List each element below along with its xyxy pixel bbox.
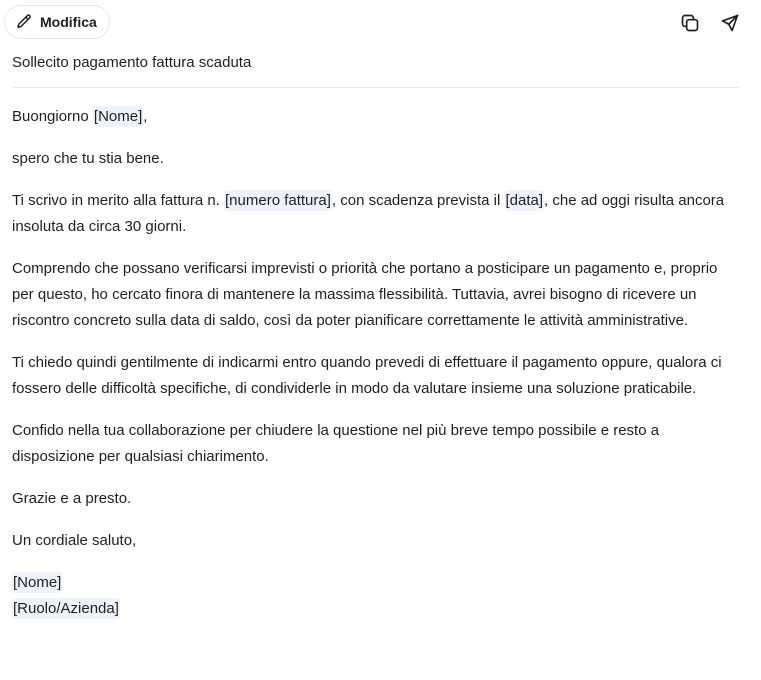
- greeting: [12, 104, 740, 130]
- paragraph-6: Grazie e a presto.: [12, 490, 132, 507]
- greeting-punct: ,: [143, 108, 148, 125]
- closing: Un cordiale saluto,: [12, 532, 137, 549]
- greeting-text: Buongiorno: [12, 108, 93, 125]
- edit-button-label: Modifica: [40, 14, 97, 30]
- email-body: [12, 104, 740, 622]
- paragraph-3: Comprendo che possano verificarsi imprevisti o priorità che portano a posticipare un pagamento e, proprio per questo, ho cercato finora di mantenere la massima flessibilità. Tuttavia, avrei bisogno di ricevere un riscontro concreto sulla data di saldo, così da poter pianificare correttamente le attività amministrative.: [12, 260, 718, 329]
- placeholder-invoice-number: [numero fattura]: [225, 192, 331, 209]
- paragraph-2: [12, 188, 740, 240]
- divider: [12, 87, 740, 88]
- paragraph-4: Ti chiedo quindi gentilmente di indicarmi entro quando prevedi di effettuare il pagamento oppure, qualora ci fossero delle difficoltà specifiche, di condividerle in modo da valutare insieme una soluzione praticabile.: [12, 354, 722, 397]
- edit-button[interactable]: [4, 5, 110, 39]
- pencil-icon: [15, 13, 33, 31]
- send-icon: [720, 13, 740, 33]
- send-button[interactable]: [718, 11, 742, 35]
- signature-role: [Ruolo/Azienda]: [13, 600, 119, 617]
- toolbar: [0, 0, 761, 46]
- signature: [12, 570, 740, 622]
- placeholder-date: [data]: [505, 192, 544, 209]
- paragraph-2-text-a: Ti scrivo in merito alla fattura n.: [12, 192, 225, 209]
- placeholder-name: [Nome]: [93, 108, 143, 125]
- paragraph-2-text-c: , che ad oggi risulta ancora insoluta da circa 30 giorni.: [12, 192, 725, 235]
- copy-icon: [680, 13, 700, 33]
- paragraph-1: spero che tu stia bene.: [12, 150, 164, 167]
- paragraph-2-text-b: , con scadenza prevista il: [331, 192, 505, 209]
- email-subject: Sollecito pagamento fattura scaduta: [12, 54, 252, 71]
- paragraph-5: Confido nella tua collaborazione per chiudere la questione nel più breve tempo possibile e resto a disposizione per qualsiasi chiarimento.: [12, 422, 660, 465]
- signature-name: [Nome]: [13, 574, 62, 591]
- copy-button[interactable]: [678, 11, 702, 35]
